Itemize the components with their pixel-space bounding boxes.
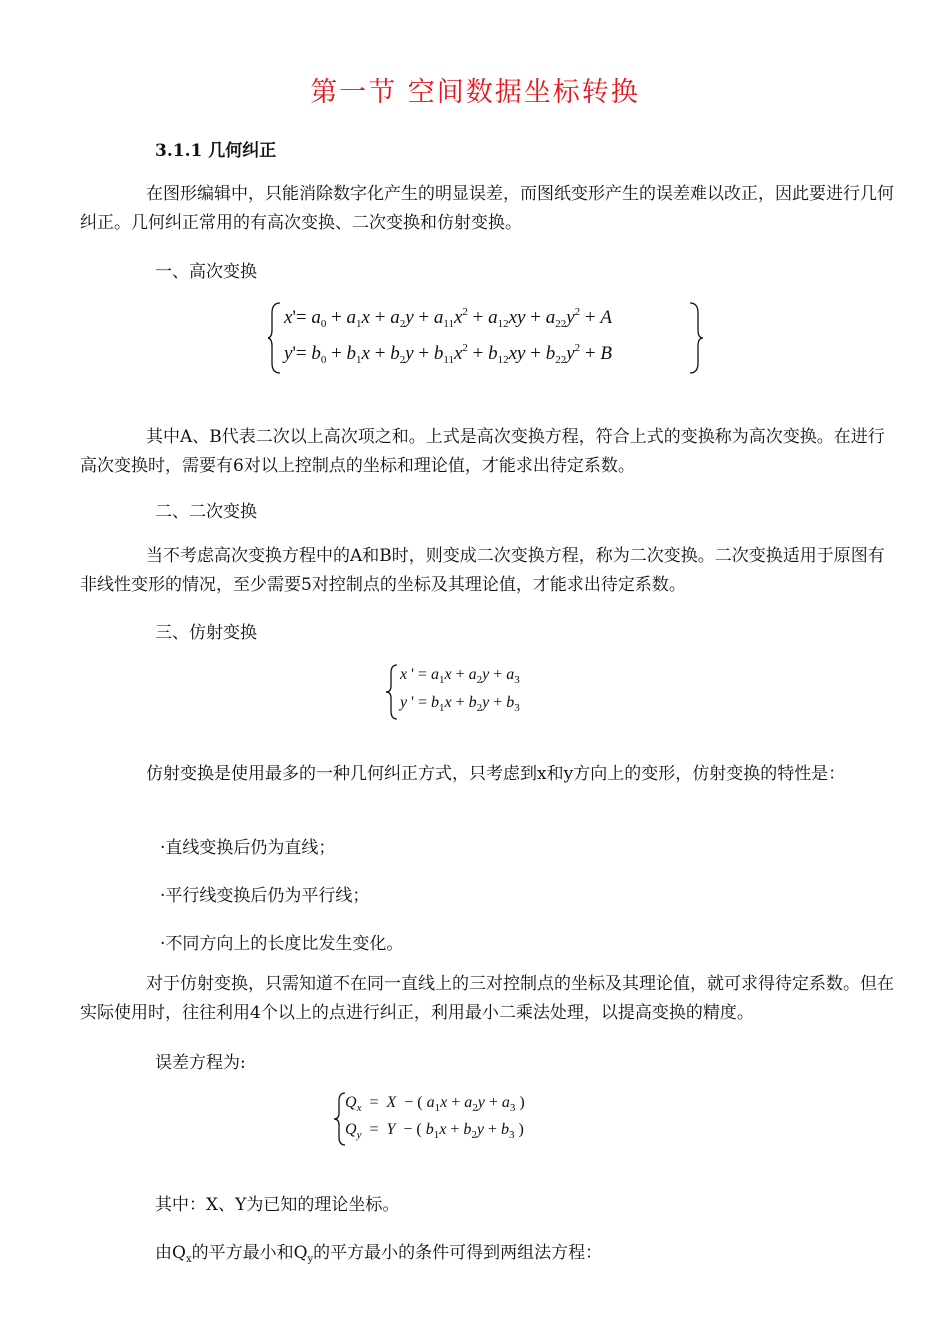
error-equation	[333, 1090, 653, 1148]
affine-eq-row-1: x ' = $a_1x + a_2y + a_3$	[400, 666, 520, 686]
intro-paragraph: 在图形编辑中，只能消除数字化产生的明显误差，而图纸变形产生的误差难以改正，因此要进行几何纠正。几何纠正常用的有高次变换、二次变换和仿射变换。	[80, 184, 894, 233]
bullet-item: ·直线变换后仍为直线；	[160, 838, 336, 858]
normal-eq-sub-x: x	[185, 1254, 192, 1265]
affine-eq-row-2: y ' = $b_1x + b_2y + b_3$	[400, 694, 520, 714]
affine-equation	[385, 662, 605, 722]
high-order-eq-row-2: $y'= b_0 + b_1x + b_2y + b_{11}x^2 + b_{12}xy + b_{22}y^2 + B$	[284, 342, 612, 366]
heading-affine: 三、仿射变换	[155, 623, 257, 643]
normal-eq-text-3: 的平方最小的条件可得到两组法方程：	[313, 1243, 603, 1263]
heading-high-order: 一、高次变换	[155, 262, 257, 282]
normal-equation-intro	[155, 1238, 602, 1265]
page-title: 第一节 空间数据坐标转换	[310, 77, 640, 108]
quadratic-paragraph: 当不考虑高次变换方程中的A和B时，则变成二次变换方程，称为二次变换。二次变换适用于原图有非线性变形的情况，至少需要5对控制点的坐标及其理论值，才能求出待定系数。	[80, 546, 885, 595]
affine-paragraph: 仿射变换是使用最多的一种几何纠正方式，只考虑到x和y方向上的变形，仿射变换的特性是：	[146, 764, 846, 784]
affine-paragraph-2: 对于仿射变换，只需知道不在同一直线上的三对控制点的坐标及其理论值，就可求得待定系数。但在实际使用时，往往利用4个以上的点进行纠正，利用最小二乘法处理，以提高变换的精度。	[80, 974, 894, 1023]
section-subheading: 3.1.1 几何纠正	[155, 141, 277, 161]
where-text: 其中：X、Y为已知的理论坐标。	[155, 1195, 400, 1215]
error-eq-row-2: $Q_y = Y$ − ( $b_1x + b_2y + b_3$ )	[345, 1121, 524, 1141]
bullet-item: ·平行线变换后仍为平行线；	[160, 886, 370, 906]
bullet-item: ·不同方向上的长度比发生变化。	[160, 934, 404, 954]
normal-eq-text-1: 由Q	[155, 1243, 186, 1263]
normal-eq-sub-y: y	[307, 1254, 314, 1265]
affine-brace	[385, 662, 399, 722]
high-order-equation	[268, 300, 708, 378]
high-order-eq-row-1: $x'= a_0 + a_1x + a_2y + a_{11}x^2 + a_{12}xy + a_{22}y^2 + A$	[284, 306, 612, 330]
normal-eq-text-2: 的平方最小和Q	[191, 1243, 308, 1263]
heading-quadratic: 二、二次变换	[155, 502, 257, 522]
error-eq-row-1: $Q_x = X$ − ( $a_1x + a_2y + a_3$ )	[345, 1094, 525, 1114]
error-equation-label: 误差方程为:	[155, 1053, 246, 1073]
high-order-paragraph: 其中A、B代表二次以上高次项之和。上式是高次变换方程，符合上式的变换称为高次变换。在进行高次变换时，需要有6对以上控制点的坐标和理论值，才能求出待定系数。	[80, 427, 885, 476]
